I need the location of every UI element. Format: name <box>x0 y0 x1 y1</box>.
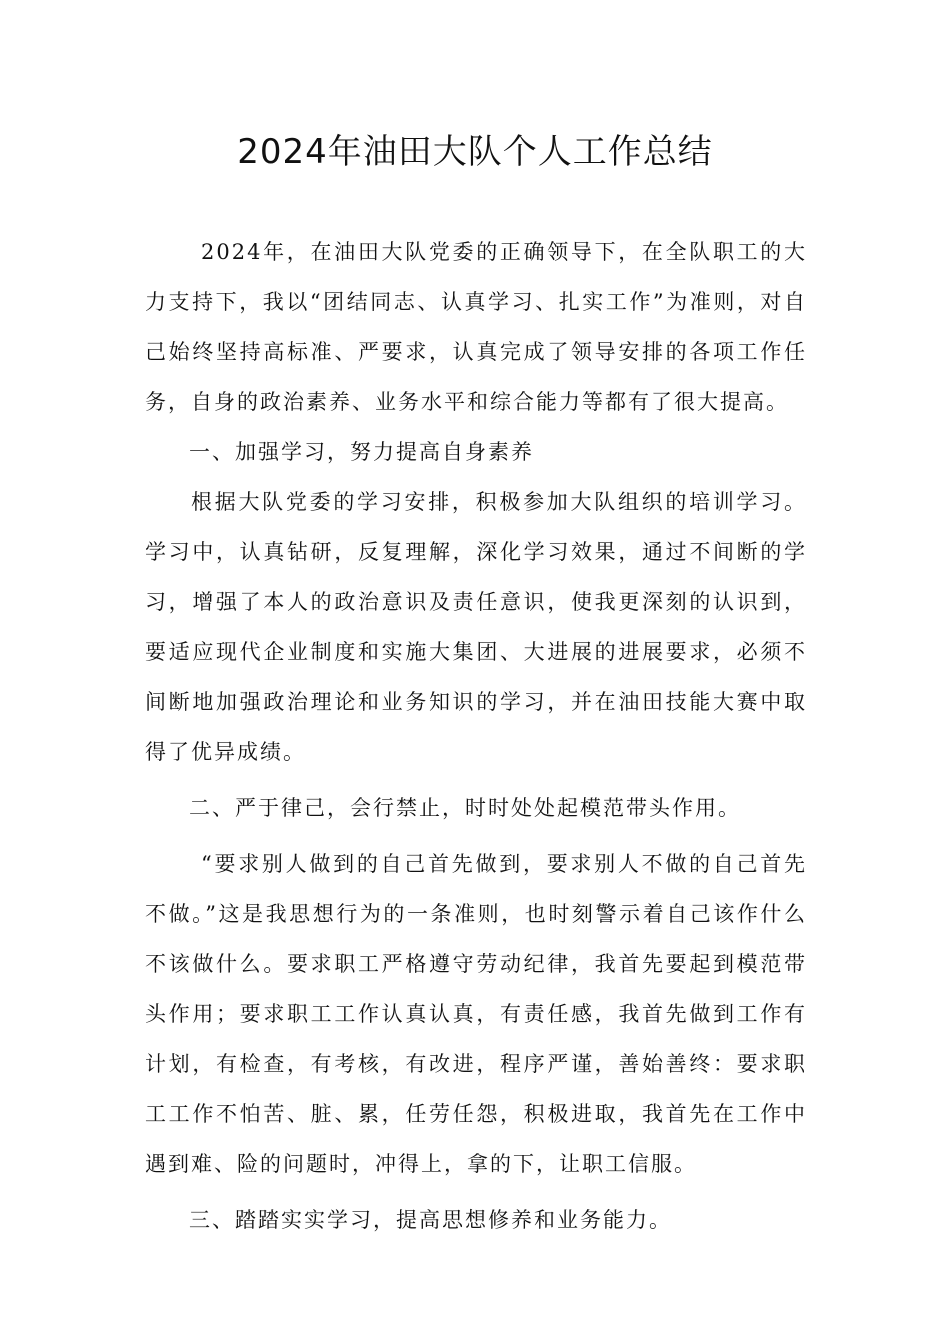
document-title: 2024年油田大队个人工作总结 <box>237 132 713 172</box>
document-body <box>145 227 807 1245</box>
section-1-heading: 一、加强学习，努力提高自身素养 <box>189 440 534 464</box>
section-2-paragraph: “要求别人做到的自己首先做到，要求别人不做的自己首先不做。”这是我思想行为的一条准则，也时刻警示着自己该作什么不该做什么。要求职工严格遵守劳动纪律，我首先要起到模范带头作用；要求职工工作认真认真，有责任感，我首先做到工作有计划，有检查，有考核，有改进，程序严谨，善始善终：要求职工工作不怕苦、脏、累，任劳任怨，积极进取，我首先在工作中遇到难、险的问题时，冲得上，拿的下，让职工信服。 <box>145 852 807 1176</box>
section-1-paragraph: 根据大队党委的学习安排，积极参加大队组织的培训学习。学习中，认真钻研，反复理解，深化学习效果，通过不间断的学习，增强了本人的政治意识及责任意识，使我更深刻的认识到，要适应现代企业制度和实施大集团、大进展的进展要求，必须不间断地加强政治理论和业务知识的学习，并在油田技能大赛中取得了优异成绩。 <box>145 490 807 764</box>
section-3-heading: 三、踏踏实实学习，提高思想修养和业务能力。 <box>189 1208 672 1232</box>
section-2-heading: 二、严于律己，会行禁止，时时处处起模范带头作用。 <box>189 796 741 820</box>
intro-paragraph: 2024年，在油田大队党委的正确领导下，在全队职工的大力支持下，我以“团结同志、认真学习、扎实工作”为准则，对自己始终坚持高标准、严要求，认真完成了领导安排的各项工作任务，自身的政治素养、业务水平和综合能力等都有了很大提高。 <box>145 240 807 414</box>
